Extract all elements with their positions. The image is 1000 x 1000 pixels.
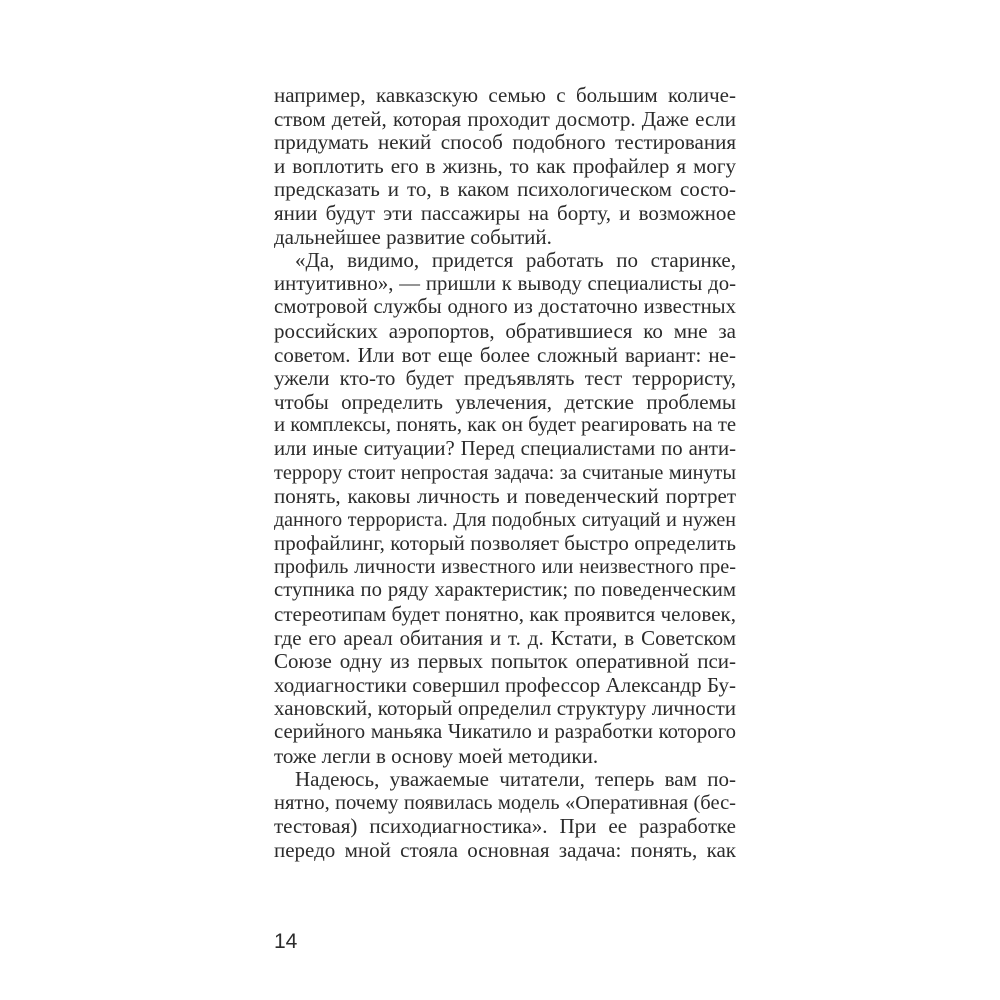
text-line: советом. Или вот еще более сложный вариант: не- bbox=[274, 342, 736, 367]
text-line: террору стоит непростая задача: за считаные минуты bbox=[274, 461, 736, 484]
text-line: или иные ситуации? Перед специалистами по анти- bbox=[274, 437, 736, 460]
text-line: Союзе одну из первых попыток оперативной пси- bbox=[274, 649, 736, 674]
text-line: предсказать и то, в каком психологическом состо- bbox=[274, 177, 736, 202]
text-line: ступника по ряду характеристик; по поведенческим bbox=[274, 579, 736, 602]
text-line: данного террориста. Для подобных ситуаций и нужен bbox=[274, 508, 736, 531]
text-line: российских аэропортов, обратившиеся ко мне за bbox=[274, 318, 736, 343]
text-line: ством детей, которая проходит досмотр. Даже если bbox=[274, 106, 736, 131]
text-line: серийного маньяка Чикатило и разработки которого bbox=[274, 721, 736, 744]
text-line: стереотипам будет понятно, как проявится человек, bbox=[274, 602, 736, 627]
text-line: придумать некий способ подобного тестирования bbox=[274, 130, 736, 155]
text-line: где его ареал обитания и т. д. Кстати, в Советском bbox=[274, 625, 736, 650]
text-line: чтобы определить увлечения, детские проблемы bbox=[274, 389, 736, 414]
page-number: 14 bbox=[274, 930, 298, 953]
text-line: ужели кто-то будет предъявлять тест террористу, bbox=[274, 366, 736, 391]
text-line: понять, каковы личность и поведенческий портрет bbox=[274, 484, 736, 509]
text-line: «Да, видимо, придется работать по старинке, bbox=[295, 248, 736, 273]
text-line: тестовая) психодиагностика». При ее разработке bbox=[274, 814, 736, 839]
text-line: тоже легли в основу моей методики. bbox=[274, 743, 599, 768]
text-line: нятно, почему появилась модель «Оперативная (бес- bbox=[274, 791, 736, 814]
text-line: например, кавказскую семью с большим количе- bbox=[274, 83, 736, 107]
text-line: Надеюсь, уважаемые читатели, теперь вам по- bbox=[295, 767, 736, 792]
text-line: передо мной стояла основная задача: понять, как bbox=[274, 838, 736, 862]
text-line: дальнейшее развитие событий. bbox=[274, 224, 552, 249]
text-line: ходиагностики совершил профессор Александр Бу- bbox=[274, 672, 736, 697]
text-line: и комплексы, понять, как он будет реагировать на те bbox=[274, 414, 737, 437]
text-line: профиль личности известного или неизвестного пре- bbox=[274, 555, 736, 578]
text-line: интуитивно», — пришли к выводу специалисты до- bbox=[274, 272, 736, 295]
text-line: смотровой службы одного из достаточно известных bbox=[274, 296, 736, 319]
text-line: профайлинг, который позволяет быстро определить bbox=[274, 531, 736, 556]
body-text bbox=[274, 84, 736, 863]
text-line: хановский, который определил структуру личности bbox=[274, 696, 736, 721]
text-line: янии будут эти пассажиры на борту, и возможное bbox=[274, 200, 736, 225]
text-line: и воплотить его в жизнь, то как профайлер я могу bbox=[274, 153, 736, 178]
